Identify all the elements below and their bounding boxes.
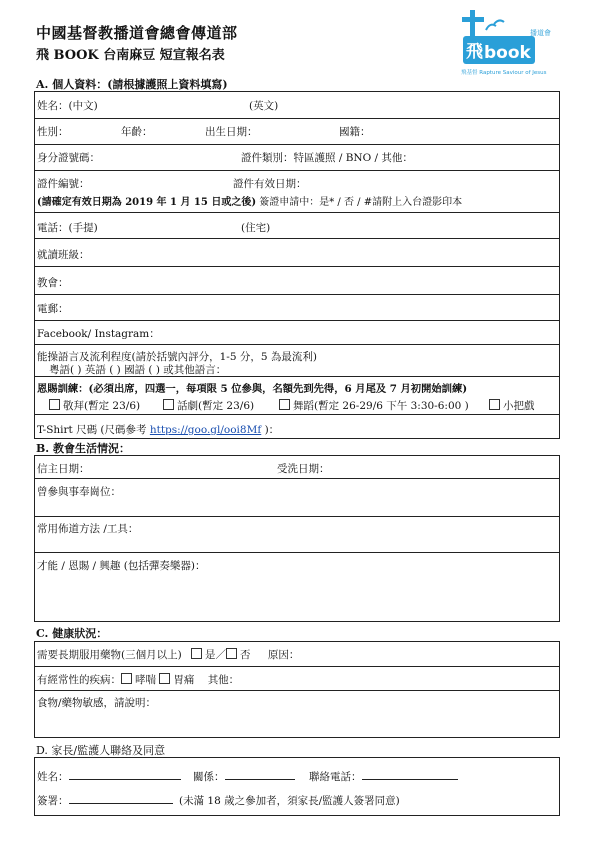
guardian-signature-field[interactable] bbox=[37, 793, 173, 808]
section-a-table bbox=[34, 91, 560, 439]
org-title: 中國基督教播道會總會傳道部 bbox=[36, 24, 238, 42]
contact-label: 聯絡電話： bbox=[309, 771, 362, 783]
checkbox[interactable] bbox=[163, 399, 174, 410]
logo-graphic bbox=[460, 8, 560, 78]
training-option-dance[interactable] bbox=[279, 398, 469, 413]
ministry-field[interactable]: 曾參與事奉崗位： bbox=[37, 486, 121, 498]
school-class-field[interactable]: 就讀班級： bbox=[37, 249, 90, 261]
asthma-label: 哮喘 bbox=[135, 674, 156, 686]
training-option-label: 舞蹈(暫定 26-29/6 下午 3:30-6:00 ) bbox=[293, 400, 469, 412]
checkbox[interactable] bbox=[489, 399, 500, 410]
language-instructions: 能操語言及流利程度(請於括號內評分，1-5 分，5 為最流利) bbox=[37, 351, 317, 363]
signature-line[interactable] bbox=[69, 803, 173, 804]
age-field[interactable]: 年齡： bbox=[121, 126, 153, 138]
asthma-checkbox[interactable] bbox=[121, 673, 132, 684]
name-en-field[interactable]: (英文) bbox=[249, 100, 279, 112]
svg-text:飛基督 Rapture Saviour of Jesus: 飛基督 Rapture Saviour of Jesus bbox=[461, 70, 547, 76]
svg-text:飛: 飛 bbox=[466, 42, 483, 62]
guardian-name-field[interactable] bbox=[37, 769, 181, 784]
allergy-field[interactable]: 食物/藥物敏感，請說明： bbox=[37, 697, 157, 709]
reason-field[interactable]: 原因： bbox=[267, 649, 300, 661]
chronic-illness-field bbox=[37, 672, 239, 687]
yes-label: 是／ bbox=[205, 649, 227, 661]
signature-label: 簽署： bbox=[37, 795, 69, 807]
social-field[interactable]: Facebook/ Instagram： bbox=[37, 328, 160, 340]
dob-field[interactable]: 出生日期： bbox=[205, 126, 258, 138]
doc-note-rest: 簽證申請中：是* / 否 / #請附上入台證影印本 bbox=[256, 197, 463, 208]
section-c-table bbox=[34, 641, 560, 738]
training-option-drama[interactable] bbox=[163, 398, 254, 413]
guardian-name-label: 姓名： bbox=[37, 771, 69, 783]
evangelism-field[interactable]: 常用佈道方法 /工具： bbox=[37, 523, 139, 535]
training-option-magic[interactable] bbox=[489, 398, 535, 413]
stomach-label: 胃痛 bbox=[173, 674, 195, 686]
training-option-worship[interactable] bbox=[49, 398, 140, 413]
doc-note-bold: (請確定有效日期為 2019 年 1 月 15 日或之後) bbox=[37, 197, 257, 208]
believe-date-field[interactable]: 信主日期： bbox=[37, 463, 90, 475]
id-number-field[interactable]: 身分證號碼： bbox=[37, 152, 100, 164]
doc-type-field[interactable]: 證件類別：特區護照 / BNO / 其他： bbox=[241, 152, 413, 164]
section-d-table bbox=[34, 757, 560, 816]
form-title: 飛 BOOK 台南麻豆 短宣報名表 bbox=[36, 48, 225, 63]
section-d-heading: D. 家長/監護人聯絡及同意 bbox=[36, 744, 166, 757]
chronic-label: 有經常性的疾病： bbox=[37, 674, 121, 686]
logo-cross-word: 播道會 bbox=[530, 29, 551, 37]
section-c-heading: C. 健康狀況： bbox=[36, 627, 108, 640]
no-checkbox[interactable] bbox=[226, 648, 237, 659]
other-illness-field[interactable]: 其他： bbox=[207, 674, 240, 686]
tshirt-label-end: )： bbox=[261, 424, 280, 436]
yes-checkbox[interactable] bbox=[191, 648, 202, 659]
consent-note: (未滿 18 歲之參加者，須家長/監護人簽署同意) bbox=[179, 795, 400, 807]
logo bbox=[460, 8, 560, 78]
phone-mobile-field[interactable]: 電話：(手提) bbox=[37, 222, 98, 234]
training-option-label: 話劇(暫定 23/6) bbox=[177, 400, 255, 412]
long-term-medication-field bbox=[37, 647, 299, 662]
church-field[interactable]: 教會： bbox=[37, 277, 69, 289]
stomach-checkbox[interactable] bbox=[159, 673, 170, 684]
email-field[interactable]: 電郵： bbox=[37, 303, 69, 315]
training-heading: 恩賜訓練：(必須出席，四選一，每項限 5 位參與，名額先到先得，6 月尾及 7 月初開始訓練) bbox=[37, 383, 468, 395]
section-b-table bbox=[34, 455, 560, 622]
checkbox[interactable] bbox=[49, 399, 60, 410]
doc-validity-note bbox=[37, 193, 462, 208]
no-label: 否 bbox=[240, 649, 251, 661]
name-cn-field[interactable]: 姓名：(中文) bbox=[37, 100, 98, 112]
tshirt-label: T-Shirt 尺碼 (尺碼參考 bbox=[37, 424, 150, 436]
contact-line[interactable] bbox=[362, 779, 458, 780]
doc-expiry-field[interactable]: 證件有效日期： bbox=[233, 178, 307, 190]
guardian-contact-field[interactable] bbox=[309, 769, 458, 784]
relation-line[interactable] bbox=[225, 779, 295, 780]
checkbox[interactable] bbox=[279, 399, 290, 410]
section-a-heading: A. 個人資料：(請根據護照上資料填寫) bbox=[36, 78, 228, 91]
guardian-relation-field[interactable] bbox=[193, 769, 295, 784]
tshirt-size-link[interactable]: https://goo.gl/ooi8Mf bbox=[149, 424, 262, 436]
talents-field[interactable]: 才能 / 恩賜 / 興趣 (包括彈奏樂器)： bbox=[37, 560, 206, 572]
phone-home-field[interactable]: (住宅) bbox=[241, 222, 271, 234]
tshirt-size-field[interactable] bbox=[37, 422, 279, 437]
nationality-field[interactable]: 國籍： bbox=[339, 126, 371, 138]
gender-field[interactable]: 性別： bbox=[37, 126, 69, 138]
section-b-heading: B. 教會生活情況： bbox=[36, 442, 130, 455]
long-med-label: 需要長期服用藥物(三個月以上) bbox=[37, 649, 182, 661]
language-ratings[interactable]: 粵語( ) 英語 ( ) 國語 ( ) 或其他語言： bbox=[49, 364, 227, 376]
training-option-label: 小把戲 bbox=[503, 400, 535, 412]
baptism-date-field[interactable]: 受洗日期： bbox=[277, 463, 330, 475]
svg-text:book: book bbox=[484, 43, 531, 63]
guardian-name-line[interactable] bbox=[69, 779, 181, 780]
relation-label: 關係： bbox=[193, 771, 225, 783]
doc-number-field[interactable]: 證件編號： bbox=[37, 178, 90, 190]
training-option-label: 敬拜(暫定 23/6) bbox=[63, 400, 141, 412]
